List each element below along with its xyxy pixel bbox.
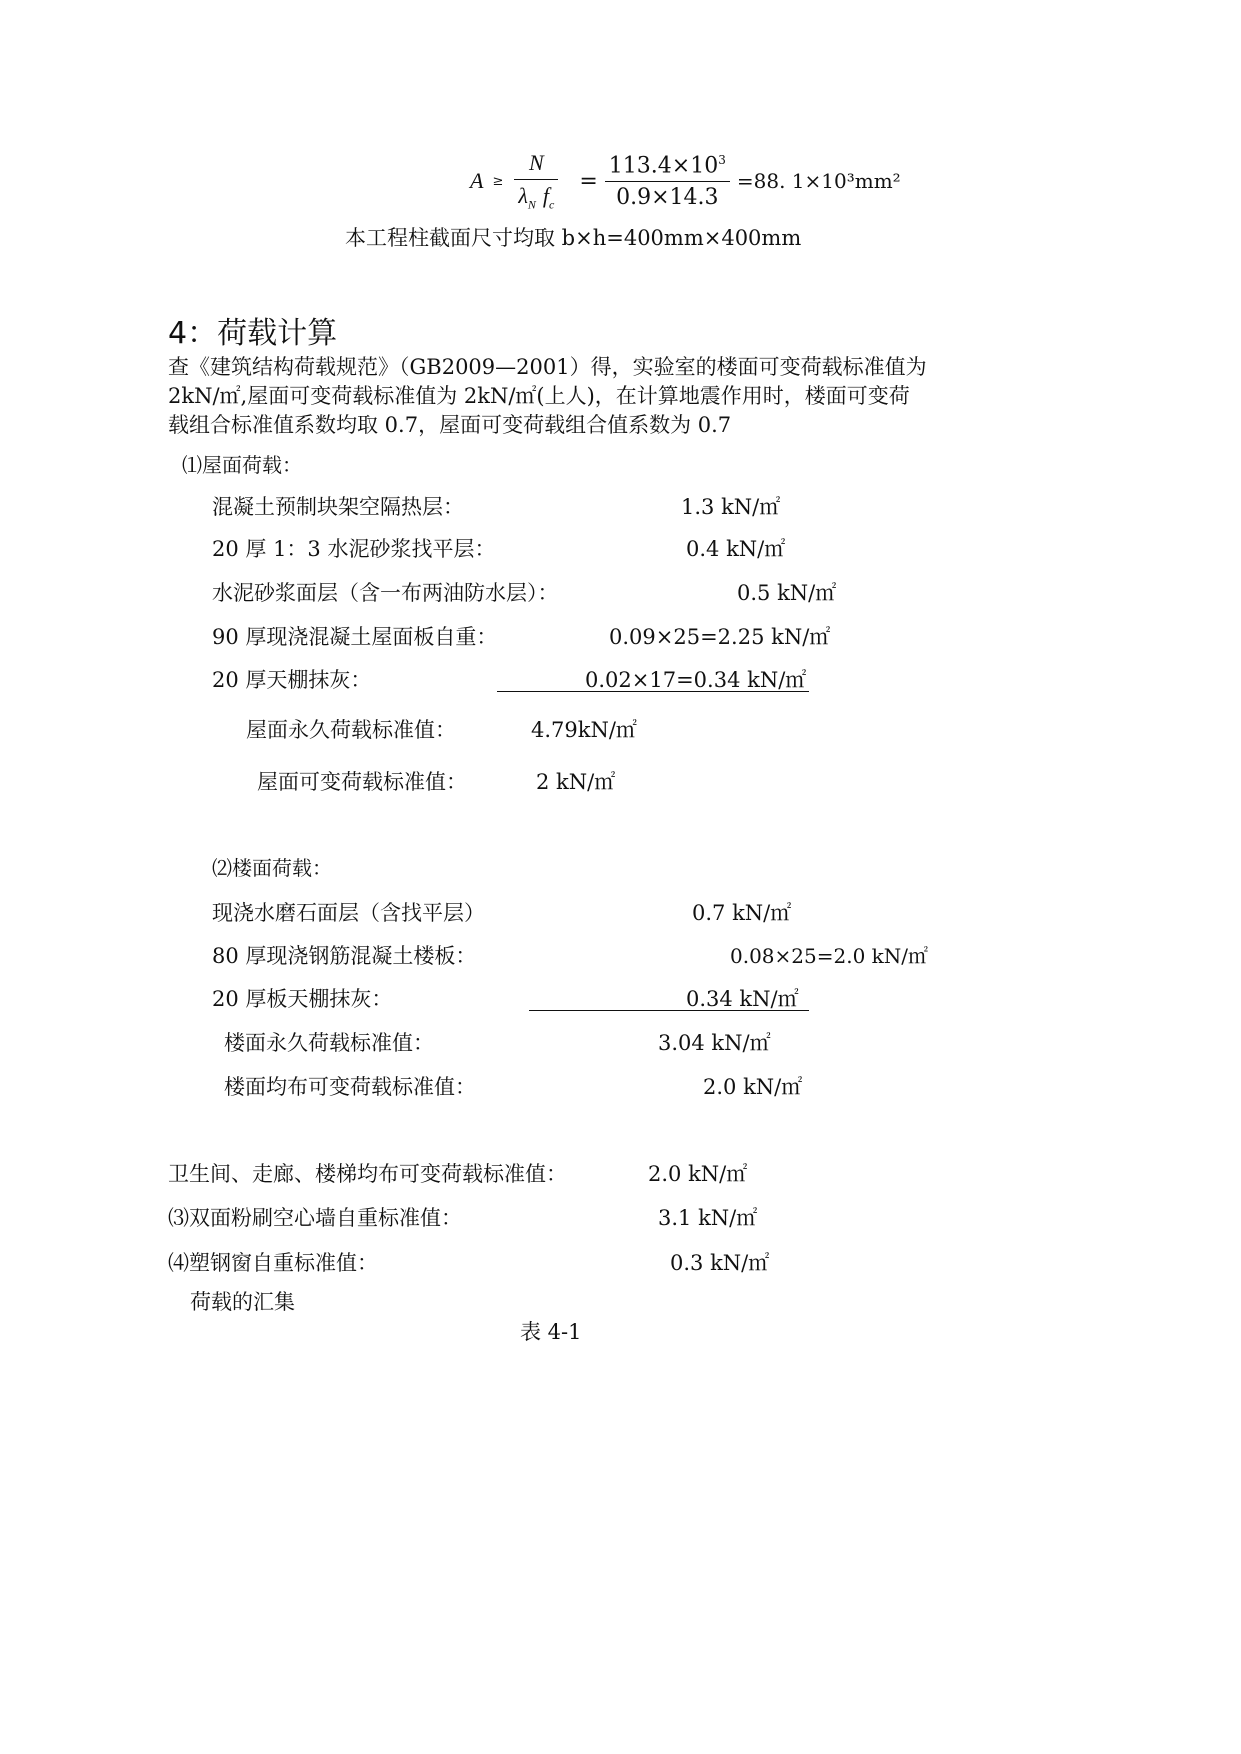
formula-frac1-num: N xyxy=(514,150,558,180)
formula-fraction-2 xyxy=(605,153,730,210)
table-caption: 表 4-1 xyxy=(520,1320,582,1344)
roof-item-label: 20 厚 1：3 水泥砂浆找平层： xyxy=(212,537,496,561)
area-formula xyxy=(470,150,901,210)
floor-dead-value: 3.04 kN/㎡ xyxy=(658,1031,771,1055)
formula-fraction-1 xyxy=(514,150,558,212)
lambda-sub: N xyxy=(527,197,536,212)
roof-dead-value: 4.79kN/㎡ xyxy=(531,718,637,742)
floor-live-label: 楼面均布可变荷载标准值： xyxy=(224,1075,476,1099)
formula-result: =88. 1×10³mm² xyxy=(736,169,901,194)
floor-item-value: 0.08×25=2.0 kN/㎡ xyxy=(730,944,929,968)
roof-sum-underline xyxy=(497,691,809,692)
floor-dead-label: 楼面永久荷载标准值： xyxy=(224,1031,434,1055)
roof-item-label: 水泥砂浆面层（含一布两油防水层）： xyxy=(212,581,559,605)
other-load-value: 3.1 kN/㎡ xyxy=(658,1206,758,1230)
roof-item-value: 1.3 kN/㎡ xyxy=(681,495,781,519)
floor-item-label: 20 厚板天棚抹灰： xyxy=(212,987,393,1011)
summary-label: 荷载的汇集 xyxy=(190,1290,295,1314)
formula-approx: ≥ xyxy=(492,173,504,189)
roof-item-label: 20 厚天棚抹灰： xyxy=(212,668,372,692)
floor-live-value: 2.0 kN/㎡ xyxy=(703,1075,803,1099)
roof-item-label: 混凝土预制块架空隔热层： xyxy=(212,495,464,519)
section-title: 4：荷载计算 xyxy=(168,316,338,351)
formula-frac1-den xyxy=(514,180,558,212)
floor-item-label: 现浇水磨石面层（含找平层） xyxy=(212,901,485,925)
other-load-label: ⑶双面粉刷空心墙自重标准值： xyxy=(168,1206,462,1230)
intro-line-1: 查《建筑结构荷载规范》（GB2009—2001）得，实验室的楼面可变荷载标准值为 xyxy=(168,355,927,379)
formula-equals: = xyxy=(579,168,598,194)
floor-sum-underline xyxy=(529,1010,809,1011)
other-load-value: 2.0 kN/㎡ xyxy=(648,1162,748,1186)
floor-item-value: 0.34 kN/㎡ xyxy=(686,987,799,1011)
frac2-num-text: 113.4×10 xyxy=(608,152,719,178)
f-sub: c xyxy=(549,197,555,212)
intro-line-3: 载组合标准值系数均取 0.7，屋面可变荷载组合值系数为 0.7 xyxy=(168,413,732,437)
roof-dead-label: 屋面永久荷载标准值： xyxy=(246,718,456,742)
roof-item-value: 0.09×25=2.25 kN/㎡ xyxy=(609,625,831,649)
other-load-label: 卫生间、走廊、楼梯均布可变荷载标准值： xyxy=(168,1162,567,1186)
floor-item-label: 80 厚现浇钢筋混凝土楼板： xyxy=(212,944,477,968)
roof-title: ⑴屋面荷载： xyxy=(182,453,302,477)
frac2-num-sup: 3 xyxy=(718,152,726,167)
roof-item-value: 0.4 kN/㎡ xyxy=(686,537,786,561)
roof-item-value: 0.5 kN/㎡ xyxy=(737,581,837,605)
column-size-text: 本工程柱截面尺寸均取 b×h=400mm×400mm xyxy=(345,226,802,250)
roof-live-label: 屋面可变荷载标准值： xyxy=(257,770,467,794)
f-symbol: f xyxy=(542,183,550,208)
roof-item-label: 90 厚现浇混凝土屋面板自重： xyxy=(212,625,498,649)
formula-frac2-num xyxy=(605,153,730,182)
lambda-symbol: λ xyxy=(518,183,528,208)
other-load-value: 0.3 kN/㎡ xyxy=(670,1251,770,1275)
floor-title: ⑵楼面荷载： xyxy=(212,856,332,880)
other-load-label: ⑷塑钢窗自重标准值： xyxy=(168,1251,378,1275)
roof-item-value: 0.02×17=0.34 kN/㎡ xyxy=(585,668,807,692)
formula-frac2-den: 0.9×14.3 xyxy=(616,184,719,210)
intro-line-2: 2kN/㎡,屋面可变荷载标准值为 2kN/㎡(上人)，在计算地震作用时，楼面可变荷 xyxy=(168,384,910,408)
formula-lhs: A xyxy=(470,168,484,194)
floor-item-value: 0.7 kN/㎡ xyxy=(692,901,792,925)
roof-live-value: 2 kN/㎡ xyxy=(536,770,616,794)
